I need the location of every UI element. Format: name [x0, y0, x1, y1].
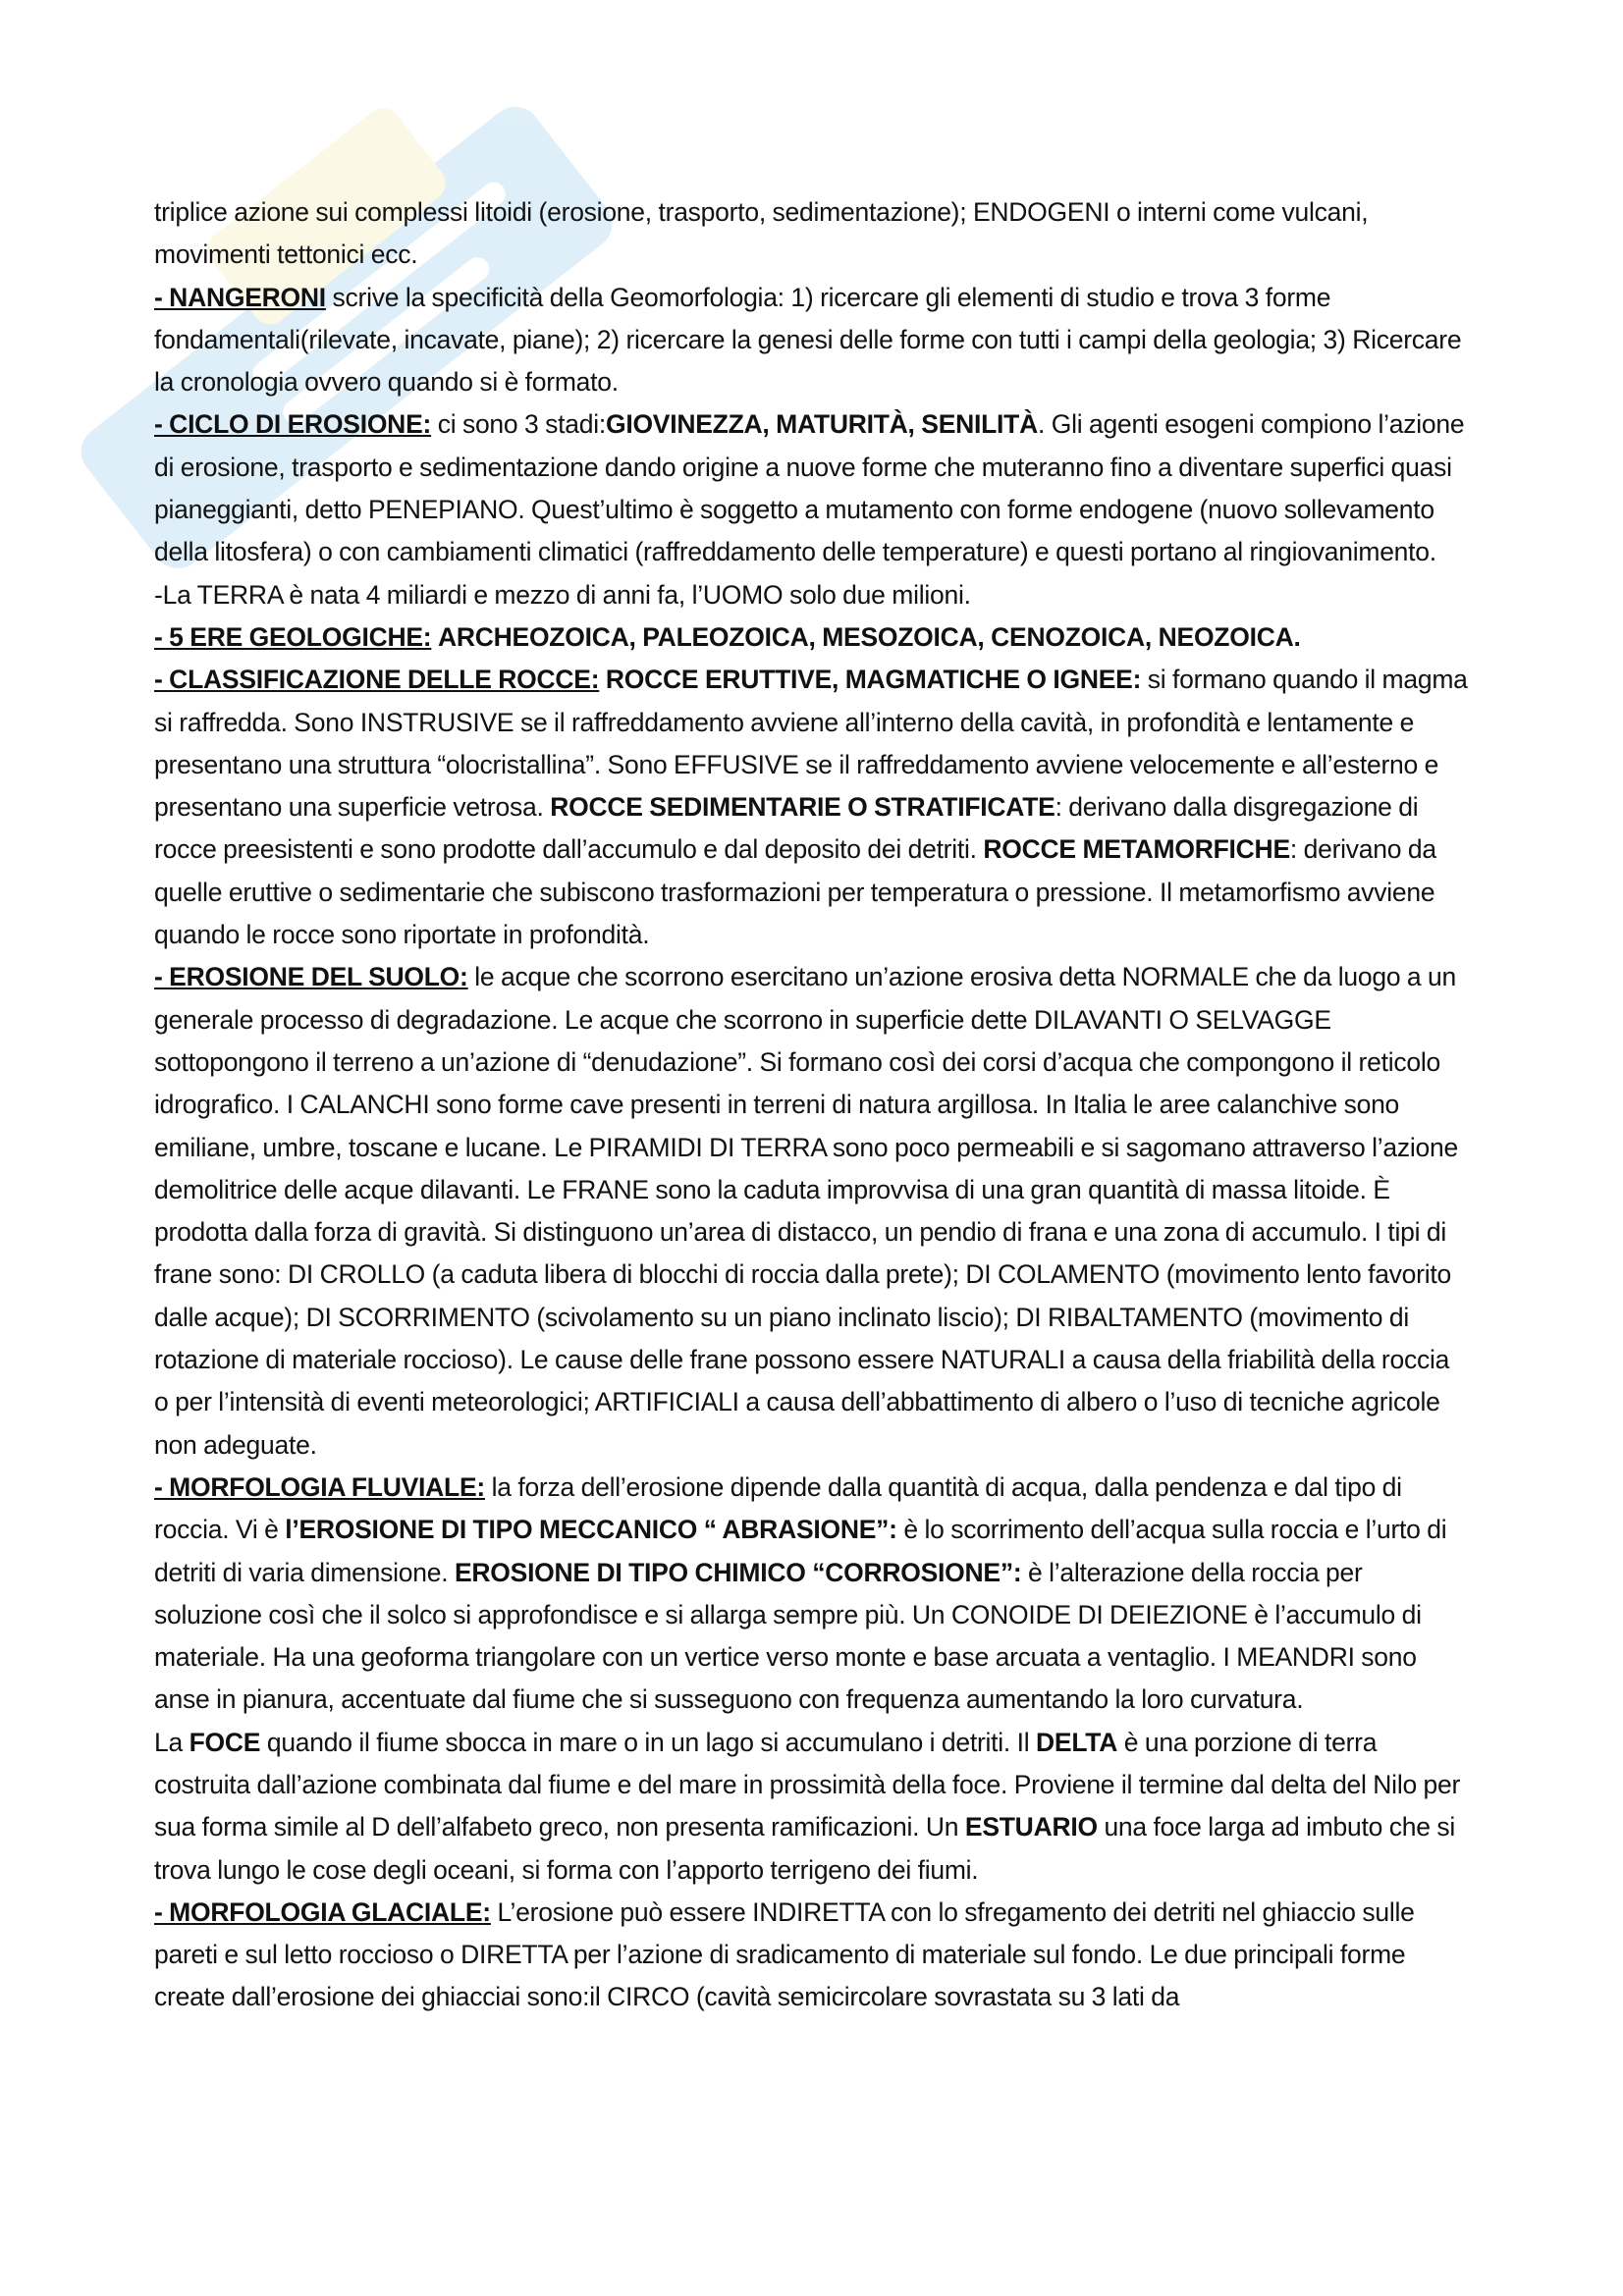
section-heading: - CICLO DI EROSIONE: [154, 409, 432, 440]
section-heading: - CLASSIFICAZIONE DELLE ROCCE: [154, 665, 600, 695]
body-text: scrive la specificità della Geomorfologia: 1) ricercare gli elementi di studio e trova 3 forme fondamentali(rilevate, incavate, piane); 2) ricercare la genesi delle forme con tutti i campi della geologia; 3) Ricercare la cronologia ovvero quando si è formato. [154, 282, 1462, 398]
body-text: -La TERRA è nata 4 miliardi e mezzo di anni fa, l’UOMO solo due milioni. [154, 579, 971, 610]
bold-term: EROSIONE DI TIPO CHIMICO “CORROSIONE”: [454, 1557, 1022, 1587]
bold-term: l’EROSIONE DI TIPO MECCANICO “ ABRASIONE”: [285, 1515, 897, 1545]
bold-term: ROCCE METAMORFICHE [983, 834, 1290, 865]
paragraph-foce [154, 1722, 1470, 1892]
paragraph-ere [154, 616, 1470, 659]
section-heading: - EROSIONE DEL SUOLO: [154, 962, 468, 992]
bold-term: FOCE [189, 1727, 261, 1757]
bold-term: GIOVINEZZA, MATURITÀ, SENILITÀ [605, 409, 1038, 440]
bold-term: ARCHEOZOICA, PALEOZOICA, MESOZOICA, CENOZOICA, NEOZOICA. [437, 621, 1301, 652]
body-text: La [154, 1727, 189, 1757]
bold-term: ESTUARIO [964, 1812, 1098, 1842]
body-text: quando il fiume sbocca in mare o in un lago si accumulano i detriti. Il [260, 1727, 1037, 1757]
body-text: una foce larga ad imbuto che si trova lungo le cose degli oceani, si forma con l’apporto terrigeno dei fiumi. [154, 1812, 1455, 1885]
document-body [154, 191, 1470, 2019]
body-text: è l’alterazione della roccia per soluzione così che il solco si approfondisce e si allarga sempre più. Un CONOIDE DI DEIEZIONE è l’accumulo di materiale. Ha una geoforma triangolare con un vertice verso monte e base arcuata a ventaglio. I MEANDRI sono anse in pianura, accentuate dal fiume che si susseguono con frequenza aumentando la loro curvatura. [154, 1557, 1422, 1715]
body-text: ci sono 3 stadi: [431, 409, 606, 440]
body-text [599, 665, 606, 694]
bold-term: ROCCE SEDIMENTARIE O STRATIFICATE [550, 792, 1055, 823]
section-heading: - NANGERONI [154, 282, 326, 312]
body-text: le acque che scorrono esercitano un’azione erosiva detta NORMALE che da luogo a un generale processo di degradazione. Le acque che scorrono in superficie dette DILAVANTI O SELVAGGE sottopongono il terreno a un’azione di “denudazione”. Si formano così dei corsi d’acqua che compongono il reticolo idrografico. I CALANCHI sono forme cave presenti in terreni di natura argillosa. In Italia le aree calanchive sono emiliane, umbre, toscane e lucane. Le PIRAMIDI DI TERRA sono poco permeabili e si sagomano attraverso l’azione demolitrice delle acque dilavanti. Le FRANE sono la caduta improvvisa di una gran quantità di massa litoide. È prodotta dalla forza di gravità. Si distinguono un’area di distacco, un pendio di frana e una zona di accumulo. I tipi di frane sono: DI CROLLO (a caduta libera di blocchi di roccia dalla prete); DI COLAMENTO (movimento lento favorito dalle acque); DI SCORRIMENTO (scivolamento su un piano inclinato liscio); DI RIBALTAMENTO (movimento di rotazione di materiale roccioso). Le cause delle frane possono essere NATURALI a causa della friabilità della roccia o per l’intensità di eventi meteorologici; ARTIFICIALI a causa dell’abbattimento di albero o l’uso di tecniche agricole non adeguate. [154, 962, 1458, 1460]
bold-term: DELTA [1036, 1727, 1118, 1757]
paragraph-morfologia-fluviale [154, 1467, 1470, 1722]
body-text: . Gli agenti esogeni compiono l’azione di erosione, trasporto e sedimentazione dando origine a nuove forme che muteranno fino a diventare superfici quasi pianeggianti, detto PENEPIANO. Quest’ultimo è soggetto a mutamento con forme endogene (nuovo sollevamento della litosfera) o con cambiamenti climatici (raffreddamento delle temperature) e questi portano al ringiovanimento. [154, 409, 1465, 567]
body-text: la forza dell’erosione dipende dalla quantità di acqua, dalla pendenza e dal tipo di roccia. Vi è [154, 1471, 1402, 1545]
section-heading: - MORFOLOGIA FLUVIALE: [154, 1471, 485, 1502]
body-text [431, 622, 438, 652]
paragraph-ciclo-erosione [154, 403, 1470, 573]
body-text: : derivano da quelle eruttive o sedimentarie che subiscono trasformazioni per temperatura o pressione. Il metamorfismo avviene quando le rocce sono riportate in profondità. [154, 834, 1436, 950]
paragraph-rocce [154, 659, 1470, 956]
body-text: è lo scorrimento dell’acqua sulla roccia e l’urto di detriti di varia dimensione. [154, 1515, 1447, 1587]
paragraph-terra [154, 574, 1470, 616]
section-heading: - MORFOLOGIA GLACIALE: [154, 1896, 491, 1927]
section-heading: - 5 ERE GEOLOGICHE: [154, 621, 432, 652]
body-text: : derivano dalla disgregazione di rocce preesistenti e sono prodotte dall’accumulo e dal deposito dei detriti. [154, 792, 1419, 865]
paragraph-nangeroni [154, 277, 1470, 404]
bold-term: ROCCE ERUTTIVE, MAGMATICHE O IGNEE: [605, 665, 1142, 695]
body-text: triplice azione sui complessi litoidi (erosione, trasporto, sedimentazione); ENDOGENI o interni come vulcani, movimenti tettonici ecc. [154, 197, 1369, 270]
body-text: si formano quando il magma si raffredda. Sono INSTRUSIVE se il raffreddamento avviene all’interno della cavità, in profondità e lentamente e presentano una struttura “olocristallina”. Sono EFFUSIVE se il raffreddamento avviene velocemente e all’esterno e presentano una superficie vetrosa. [154, 665, 1468, 823]
paragraph-morfologia-glaciale [154, 1892, 1470, 2019]
paragraph-intro [154, 191, 1470, 277]
body-text: L’erosione può essere INDIRETTA con lo sfregamento dei detriti nel ghiaccio sulle pareti e sul letto roccioso o DIRETTA per l’azione di sradicamento di materiale sul fondo. Le due principali forme create dall’erosione dei ghiacciai sono:il CIRCO (cavità semicircolare sovrastata su 3 lati da [154, 1896, 1415, 2012]
body-text: è una porzione di terra costruita dall’azione combinata dal fiume e del mare in prossimità della foce. Proviene il termine dal delta del Nilo per sua forma simile al D dell’alfabeto greco, non presenta ramificazioni. Un [154, 1727, 1461, 1842]
paragraph-erosione-suolo [154, 956, 1470, 1467]
